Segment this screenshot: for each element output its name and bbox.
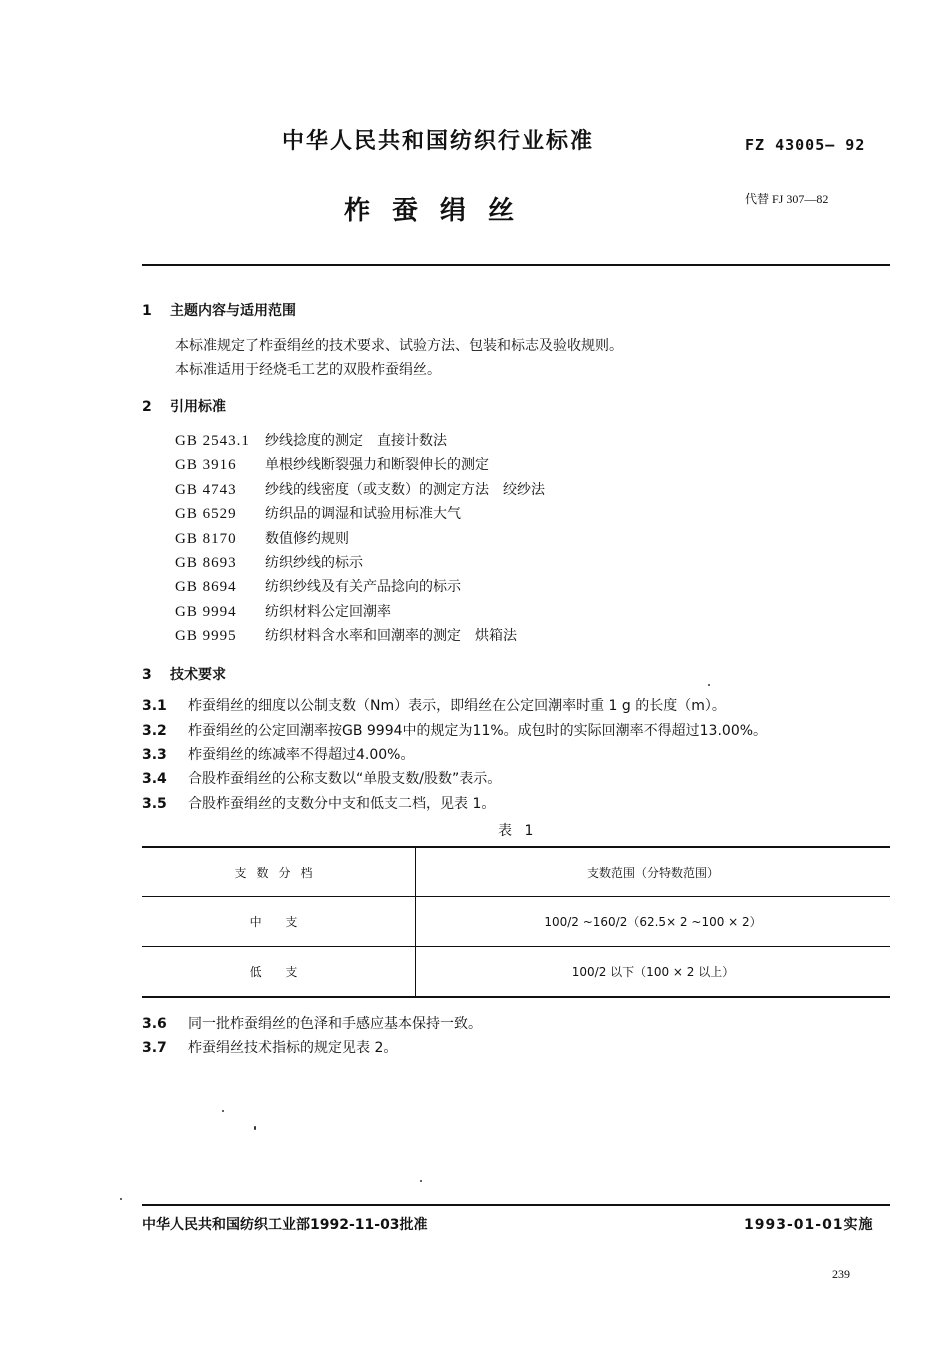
reference-title: 纺织纱线及有关产品捻向的标示 [265, 579, 461, 596]
reference-code: GB 8694 [175, 579, 237, 596]
table-cell: 100/2 以下（100 × 2 以上） [416, 947, 891, 998]
clause-text: 柞蚕绢丝的公定回潮率按GB 9994中的规定为11%。成包时的实际回潮率不得超过13.00%。 [188, 723, 768, 739]
table-1 [142, 846, 890, 998]
reference-item [175, 624, 545, 648]
section-3-heading [142, 664, 226, 684]
section-title: 技术要求 [170, 667, 226, 683]
section-title: 主题内容与适用范围 [170, 303, 296, 319]
reference-code: GB 4743 [175, 481, 237, 498]
clause-3-6 [142, 1012, 482, 1036]
standard-code: FZ 43005— 92 [745, 136, 866, 154]
table-row [142, 897, 890, 947]
clause-number: 3.6 [142, 1016, 167, 1032]
clause-3-7 [142, 1036, 397, 1060]
reference-code: GB 8693 [175, 554, 237, 571]
reference-title: 纺织材料公定回潮率 [265, 603, 391, 620]
reference-title: 纺织材料含水率和回潮率的测定 烘箱法 [265, 628, 517, 645]
reference-item [175, 575, 545, 599]
reference-item [175, 551, 545, 575]
clause-text: 合股柞蚕绢丝的公称支数以“单股支数/股数”表示。 [188, 771, 502, 787]
clause-number: 3.5 [142, 796, 167, 812]
reference-code: GB 8170 [175, 530, 237, 547]
footer-rule [142, 1204, 890, 1206]
table-cell: 100/2 ~160/2（62.5× 2 ~100 × 2） [416, 897, 891, 947]
clause-number: 3.1 [142, 698, 167, 714]
reference-code: GB 2543.1 [175, 433, 250, 449]
section-1-paragraph-2: 本标准适用于经烧毛工艺的双股柞蚕绢丝。 [175, 362, 441, 378]
clause-text: 柞蚕绢丝的练减率不得超过4.00%。 [188, 747, 415, 763]
org-title: 中华人民共和国纺织行业标准 [282, 129, 595, 154]
reference-title: 纺织品的调湿和试验用标准大气 [265, 506, 461, 523]
section-1-heading [142, 300, 296, 320]
table-1-caption: 表 1 [498, 823, 538, 839]
reference-title: 纱线的线密度（或支数）的测定方法 绞纱法 [265, 481, 545, 498]
clause-number: 3.4 [142, 771, 167, 787]
clause-text: 合股柞蚕绢丝的支数分中支和低支二档，见表 1。 [188, 796, 496, 812]
approval-note: 中华人民共和国纺织工业部1992-11-03批准 [142, 1217, 428, 1233]
reference-item [175, 478, 545, 502]
reference-item [175, 600, 545, 624]
section-1-paragraph-1: 本标准规定了柞蚕绢丝的技术要求、试验方法、包装和标志及验收规则。 [175, 338, 623, 354]
clause-text: 柞蚕绢丝技术指标的规定见表 2。 [188, 1040, 398, 1056]
section-number: 3 [142, 667, 152, 683]
clause-number: 3.7 [142, 1040, 167, 1056]
table-header-cell: 支数范围（分特数范围） [416, 847, 891, 897]
table-header-cell: 支数分档 [142, 847, 416, 897]
reference-code: GB 9995 [175, 628, 237, 645]
clause-3-1 [142, 694, 726, 718]
scan-speck [222, 1110, 224, 1112]
reference-code: GB 9994 [175, 603, 237, 620]
effective-date: 1993-01-01实施 [744, 1217, 874, 1233]
clause-text: 同一批柞蚕绢丝的色泽和手感应基本保持一致。 [188, 1016, 482, 1032]
table-header-row [142, 847, 890, 897]
table-row [142, 947, 890, 998]
reference-item [175, 453, 545, 477]
scan-speck [708, 684, 710, 686]
clause-3-3 [142, 743, 414, 767]
reference-title: 纺织纱线的标示 [265, 554, 363, 571]
reference-item [175, 502, 545, 526]
table-cell: 中 支 [142, 897, 416, 947]
clause-3-4 [142, 767, 501, 791]
reference-title: 单根纱线断裂强力和断裂伸长的测定 [265, 457, 489, 474]
clause-3-5 [142, 792, 495, 816]
section-title: 引用标准 [170, 399, 226, 415]
document-title: 柞蚕绢丝 [344, 196, 537, 226]
section-2-heading [142, 396, 226, 416]
header-rule [142, 264, 890, 266]
reference-item [175, 429, 545, 453]
scan-speck [420, 1180, 422, 1182]
clause-number: 3.2 [142, 723, 167, 739]
reference-code: GB 6529 [175, 506, 237, 523]
reference-title: 数值修约规则 [265, 530, 349, 547]
clause-number: 3.3 [142, 747, 167, 763]
replaces-note: 代替 FJ 307—82 [745, 192, 829, 206]
clause-text: 柞蚕绢丝的细度以公制支数（Nm）表示，即绢丝在公定回潮率时重 1 g 的长度（m）。 [188, 698, 726, 714]
reference-item [175, 527, 545, 551]
reference-list [175, 429, 545, 649]
clause-3-2 [142, 719, 767, 743]
scan-speck [254, 1126, 256, 1130]
reference-title: 纱线捻度的测定 直接计数法 [265, 433, 447, 449]
table-cell: 低 支 [142, 947, 416, 998]
section-number: 1 [142, 303, 152, 319]
page-number: 239 [832, 1267, 850, 1281]
reference-code: GB 3916 [175, 457, 237, 474]
scan-speck [120, 1198, 122, 1200]
section-number: 2 [142, 399, 152, 415]
